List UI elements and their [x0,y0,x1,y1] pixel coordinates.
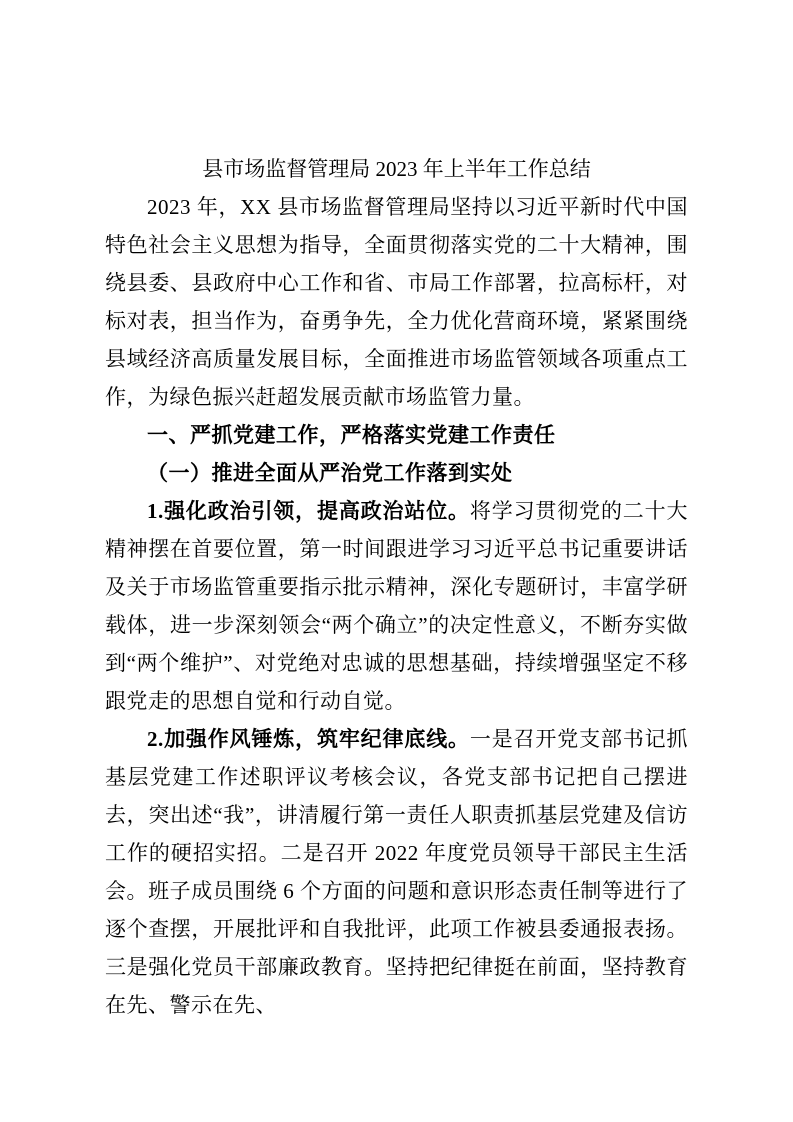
item-paragraph-1 [105,492,688,720]
subsection-heading: （一）推进全面从严治党工作落到实处 [147,461,513,485]
intro-paragraph-text: 2023 年，XX 县市场监督管理局坚持以习近平新时代中国特色社会主义思想为指导，全面贯彻落实党的二十大精神，围绕县委、县政府中心工作和省、市局工作部署，拉高标杆，对标对表，担当作为，奋勇争先，全力优化营商环境，紧紧围绕县域经济高质量发展目标，全面推进市场监管领域各项重点工作，为绿色振兴赶超发展贡献市场监管力量。 [105,195,688,409]
document-title: 县市场监督管理局 2023 年上半年工作总结 [202,157,591,181]
section-heading: 一、严抓党建工作，严格落实党建工作责任 [147,423,556,447]
item-paragraph-2-lead: 2.加强作风锤炼，筑牢纪律底线。 [147,727,470,751]
item-paragraph-1-lead: 1.强化政治引领，提高政治站位。 [147,499,470,523]
intro-paragraph [105,188,688,416]
item-paragraph-2 [105,720,688,1024]
item-paragraph-1-text: 将学习贯彻党的二十大精神摆在首要位置，第一时间跟进学习习近平总书记重要讲话及关于市场监管重要指示批示精神，深化专题研讨，丰富学研载体，进一步深刻领会“两个确立”的决定性意义，不断夯实做到“两个维护”、对党绝对忠诚的思想基础，持续增强坚定不移跟党走的思想自觉和行动自觉。 [105,499,688,713]
item-paragraph-2-text: 一是召开党支部书记抓基层党建工作述职评议考核会议，各党支部书记把自己摆进去，突出述“我”，讲清履行第一责任人职责抓基层党建及信访工作的硬招实招。二是召开 2022 年度党员领导干部民主生活会。班子成员围绕 6 个方面的问题和意识形态责任制等进行了逐个查摆，开展批评和自我批评，此项工作被县委通报表扬。三是强化党员干部廉政教育。坚持把纪律挺在前面，坚持教育在先、警示在先、 [105,727,688,1017]
